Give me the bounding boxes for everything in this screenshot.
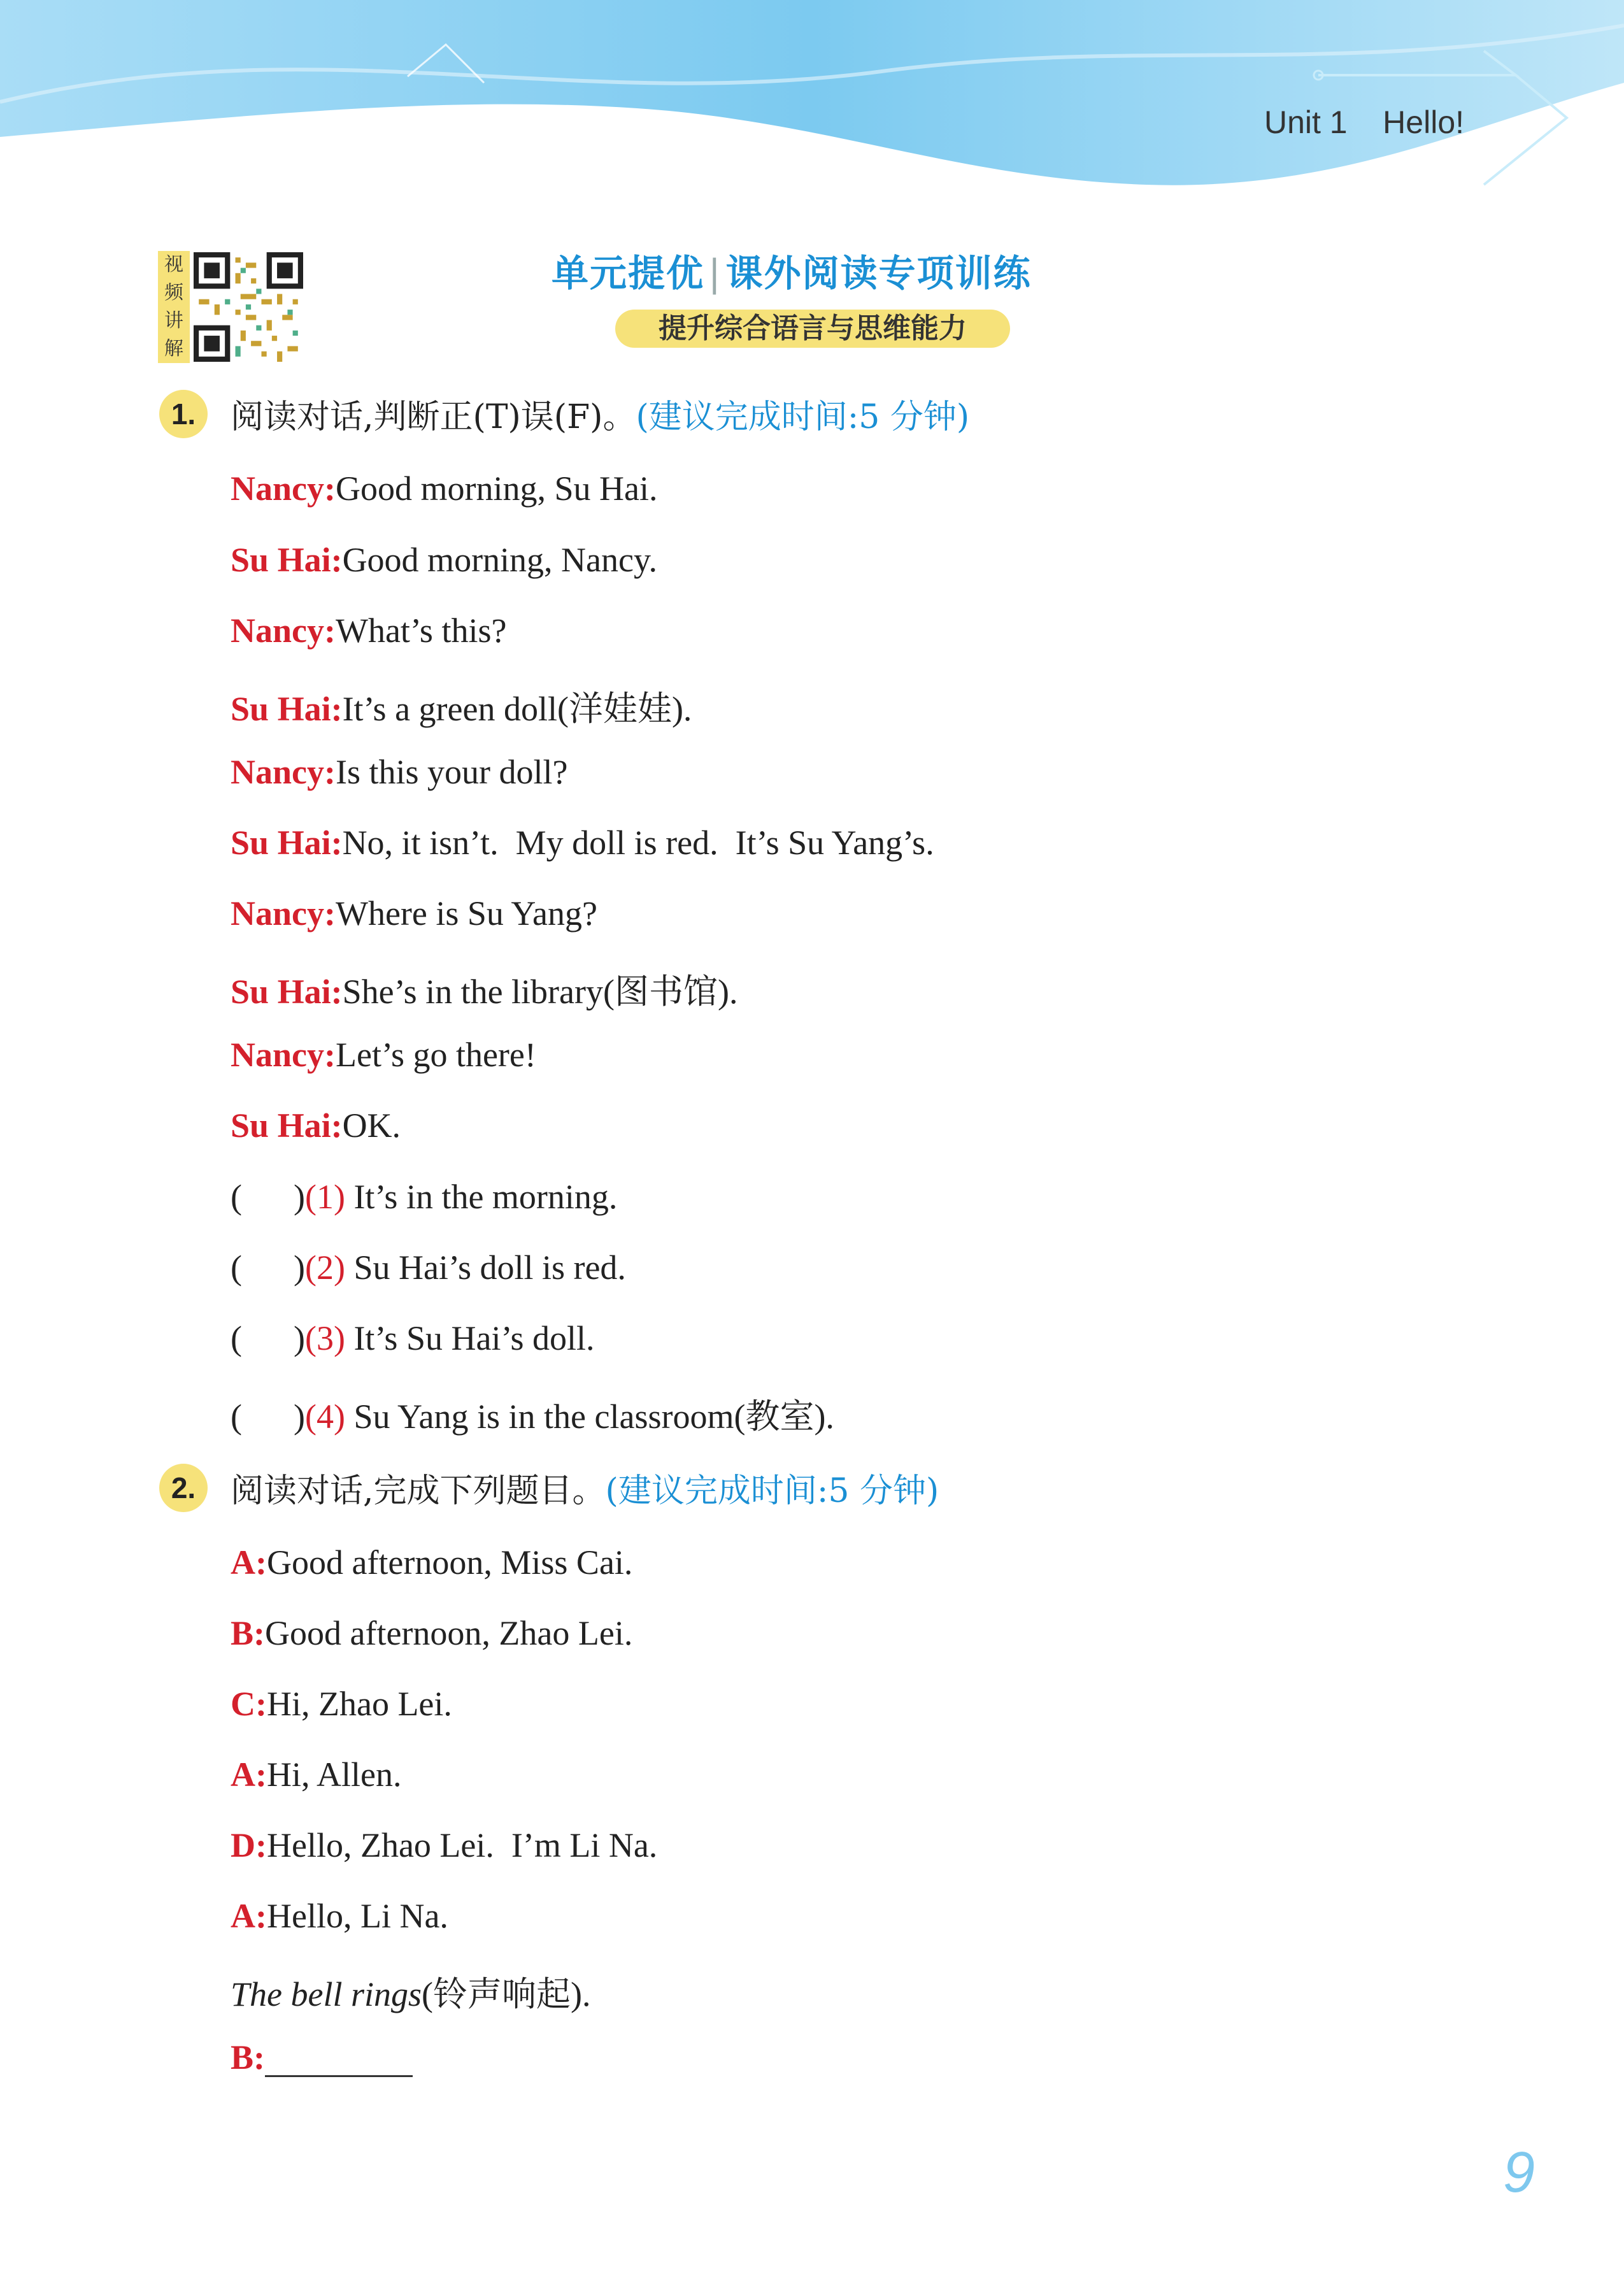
qr-label-char: 解 (164, 338, 183, 360)
item-text: Su Hai’s doll is red. (345, 1248, 626, 1287)
dialogue-line (231, 964, 737, 1013)
dialogue-line (231, 1825, 657, 1865)
speaker: Su Hai (231, 1106, 331, 1145)
speaker-colon: : (255, 1897, 267, 1935)
dialogue-line (231, 1684, 452, 1724)
speaker: B (231, 1614, 254, 1652)
speaker: C (231, 1685, 255, 1723)
item-text: It’s Su Hai’s doll. (345, 1319, 595, 1357)
dialogue-line (231, 1543, 632, 1582)
speaker-colon: : (331, 1106, 343, 1145)
answer-blank[interactable] (265, 2043, 413, 2077)
item-number: (2) (304, 1248, 345, 1287)
speaker-colon: : (255, 1543, 267, 1582)
line-text: What’s this? (335, 611, 507, 650)
speaker-colon: : (324, 894, 336, 932)
item-number: (1) (304, 1178, 345, 1216)
speaker-colon: : (255, 1826, 267, 1864)
line-text: Hi, Allen. (266, 1755, 402, 1794)
line-text: Where is Su Yang? (335, 894, 597, 932)
qr-label-char: 频 (164, 282, 183, 304)
speaker-colon: : (253, 2038, 266, 2076)
answer-bracket[interactable]: ( ) (231, 1248, 305, 1287)
stage-direction-rest: (铃声响起). (422, 1975, 591, 2013)
item-text: Su Yang is in the classroom(教室). (345, 1397, 834, 1436)
line-text: Hi, Zhao Lei. (266, 1685, 452, 1723)
answer-bracket[interactable]: ( ) (231, 1397, 305, 1436)
answer-bracket[interactable]: ( ) (231, 1178, 305, 1216)
speaker-colon: : (324, 469, 336, 508)
section-subtitle: 提升综合语言与思维能力 (615, 310, 1010, 348)
speaker: A (231, 1755, 255, 1794)
dialogue-line (231, 469, 657, 508)
speaker-colon: : (331, 824, 343, 862)
header-wave-background (0, 0, 1624, 204)
speaker: Nancy (231, 753, 324, 791)
judgment-item (231, 1248, 626, 1287)
question-1-instruction (231, 390, 969, 438)
answer-line (231, 2038, 413, 2077)
line-text: It’s a green doll(洋娃娃). (342, 690, 692, 728)
speaker: Su Hai (231, 690, 331, 728)
speaker: Nancy (231, 469, 324, 508)
line-text: Good morning, Nancy. (342, 541, 657, 579)
question-2-instruction (231, 1464, 939, 1511)
speaker: B (231, 2038, 254, 2076)
judgment-item (231, 1177, 617, 1217)
item-text: It’s in the morning. (345, 1178, 618, 1216)
section-title (552, 243, 1074, 297)
dialogue-line (231, 1896, 448, 1936)
speaker: Nancy (231, 1036, 324, 1074)
line-text: Hello, Zhao Lei. I’m Li Na. (266, 1826, 658, 1864)
line-text: Let’s go there! (335, 1036, 536, 1074)
dialogue-line (231, 1755, 401, 1794)
speaker: Nancy (231, 611, 324, 650)
judgment-item (231, 1318, 594, 1358)
line-text: Good afternoon, Zhao Lei. (265, 1614, 633, 1652)
instruction-text: 阅读对话,完成下列题目。 (231, 1472, 606, 1510)
qr-code-icon[interactable] (194, 251, 303, 363)
section-title-left: 单元提优 (552, 252, 705, 295)
speaker-colon: : (324, 753, 336, 791)
speaker-colon: : (253, 1614, 266, 1652)
dialogue-line (231, 611, 506, 650)
dialogue-line (231, 540, 657, 580)
dialogue-line (231, 752, 567, 792)
item-number: (4) (304, 1397, 345, 1436)
line-text: Good morning, Su Hai. (335, 469, 658, 508)
judgment-item (231, 1389, 834, 1438)
stage-direction (231, 1967, 590, 2016)
qr-label-char: 视 (164, 254, 183, 276)
instruction-text: 阅读对话,判断正(T)误(F)。 (231, 398, 636, 436)
stage-direction-italic: The bell rings (231, 1975, 422, 2013)
speaker: Su Hai (231, 541, 331, 579)
speaker: Su Hai (231, 973, 331, 1011)
speaker-colon: : (324, 611, 336, 650)
speaker-colon: : (331, 690, 343, 728)
dialogue-line (231, 1035, 536, 1075)
question-2-number: 2. (159, 1464, 208, 1512)
speaker: A (231, 1543, 255, 1582)
speaker-colon: : (331, 541, 343, 579)
qr-label (158, 251, 190, 363)
item-number: (3) (304, 1319, 345, 1357)
suggested-time: (建议完成时间:5 分钟) (605, 1472, 939, 1510)
suggested-time: (建议完成时间:5 分钟) (636, 398, 970, 436)
dialogue-line (231, 894, 597, 933)
line-text: No, it isn’t. My doll is red. It’s Su Yang’s. (342, 824, 934, 862)
speaker: A (231, 1897, 255, 1935)
title-divider: | (708, 252, 722, 295)
page-number: 9 (1503, 2141, 1535, 2204)
speaker-colon: : (255, 1685, 267, 1723)
qr-label-char: 讲 (164, 310, 183, 332)
line-text: Good afternoon, Miss Cai. (266, 1543, 633, 1582)
speaker-colon: : (331, 973, 343, 1011)
line-text: Is this your doll? (335, 753, 568, 791)
dialogue-line (231, 682, 692, 731)
dialogue-line (231, 1613, 632, 1653)
line-text: Hello, Li Na. (266, 1897, 448, 1935)
section-title-right: 课外阅读专项训练 (725, 252, 1032, 295)
speaker-colon: : (255, 1755, 267, 1794)
answer-bracket[interactable]: ( ) (231, 1319, 305, 1357)
question-1-number: 1. (159, 390, 208, 438)
speaker-colon: : (324, 1036, 336, 1074)
dialogue-line (231, 823, 934, 862)
line-text: OK. (342, 1106, 401, 1145)
unit-label: Unit 1 Hello! (1264, 104, 1465, 140)
speaker: Nancy (231, 894, 324, 932)
line-text: She’s in the library(图书馆). (342, 973, 738, 1011)
dialogue-line (231, 1106, 401, 1145)
speaker: Su Hai (231, 824, 331, 862)
speaker: D (231, 1826, 255, 1864)
